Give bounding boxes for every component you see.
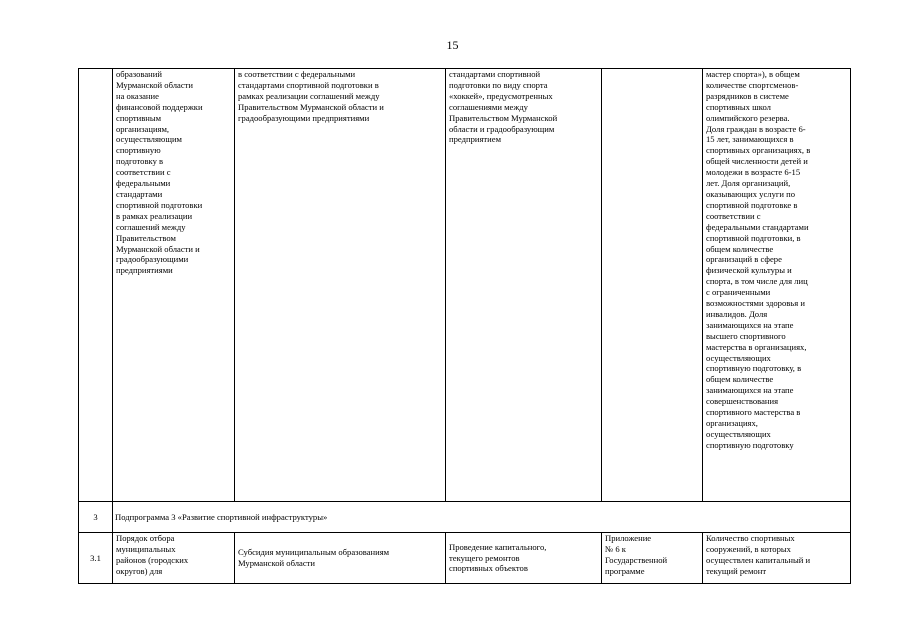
program-table xyxy=(78,68,851,584)
cell-text-line: соответствии с xyxy=(116,167,171,178)
table-row xyxy=(79,533,851,584)
cell-text-line: подготовки по виду спорта xyxy=(449,79,548,90)
cell-text-line: градообразующими xyxy=(116,254,189,265)
cell-text-line: общей численности детей и xyxy=(706,156,808,167)
cell-text-line: физической культуры и xyxy=(706,265,792,276)
cell-text-line: муниципальных xyxy=(116,543,176,554)
cell-text-line: соглашениями между xyxy=(449,101,528,112)
cell-text-line: осуществляющих xyxy=(706,352,771,363)
cell-text-line: спортивной подготовки, в xyxy=(706,232,801,243)
cell-text-line: образований xyxy=(116,69,162,79)
cell-text-line: осуществлен капитальный и xyxy=(706,554,811,565)
cell-text-line: предприятием xyxy=(449,134,502,145)
cell-text-line: № 6 к xyxy=(605,543,626,554)
cell-text-line: осуществляющих xyxy=(706,428,771,439)
cell-text-line: градообразующими предприятиями xyxy=(238,112,370,123)
cell-text-line: спортивной подготовки xyxy=(116,199,203,210)
cell-text-line: организациям, xyxy=(116,123,170,134)
cell-text-line: сооружений, в которых xyxy=(706,543,791,554)
description-cell xyxy=(235,533,446,584)
cell-text-line: Государственной xyxy=(605,554,668,565)
cell-text-line: в соответствии с федеральными xyxy=(238,69,356,79)
row-number-cell: 3.1 xyxy=(79,533,113,584)
cell-text-line: на оказание xyxy=(116,90,159,101)
cell-text-line: Порядок отбора xyxy=(116,533,175,543)
cell-text-line: программе xyxy=(605,565,645,576)
cell-text-line: спортивных школ xyxy=(706,101,771,112)
cell-text-line: оказывающих услуги по xyxy=(706,188,796,199)
cell-text-line: Количество спортивных xyxy=(706,533,795,543)
cell-text-line: инвалидов. Доля xyxy=(706,308,768,319)
cell-text-line: Правительством xyxy=(116,232,176,243)
cell-text-line: спортивных объектов xyxy=(449,563,528,574)
description-cell xyxy=(235,69,446,502)
cell-text-line: Доля граждан в возрасте 6- xyxy=(706,123,806,134)
cell-text-line: мастерства в организациях, xyxy=(706,341,807,352)
cell-text-line: занимающихся на этапе xyxy=(706,319,794,330)
cell-text-line: общем количестве xyxy=(706,374,774,385)
indicator-cell xyxy=(703,533,851,584)
cell-text-line: области и градообразующим xyxy=(449,123,555,134)
page-number: 15 xyxy=(446,38,459,52)
reference-cell xyxy=(602,533,703,584)
cell-text-line: рамках реализации соглашений между xyxy=(238,90,380,101)
cell-text-line: осуществляющим xyxy=(116,134,182,145)
cell-text-line: Мурманской области и xyxy=(116,243,200,254)
cell-text-line: разрядников в системе xyxy=(706,90,789,101)
cell-text-line: Правительством Мурманской области и xyxy=(238,101,384,112)
cell-text-line: районов (городских xyxy=(116,554,189,565)
cell-text-line: текущего ремонтов xyxy=(449,552,520,563)
cell-text-line: стандартами спортивной подготовки в xyxy=(238,79,379,90)
cell-text-line: организаций в сфере xyxy=(706,254,782,265)
row-number-cell: 3 xyxy=(79,502,113,533)
cell-text-line: количестве спортсменов- xyxy=(706,79,799,90)
cell-text-line: Приложение xyxy=(605,533,652,543)
measure-cell xyxy=(113,533,235,584)
cell-text-line: совершенствования xyxy=(706,396,779,407)
table-row xyxy=(79,502,851,533)
cell-text-line: спортивную xyxy=(116,145,161,156)
cell-text-line: организациях, xyxy=(706,418,758,428)
subprogram-title: Подпрограмма 3 «Развитие спортивной инфраструктуры» xyxy=(113,502,851,533)
result-cell xyxy=(446,533,602,584)
cell-text-line: спортивную подготовку, в xyxy=(706,363,802,374)
indicator-cell xyxy=(703,69,851,502)
table-row xyxy=(79,69,851,502)
cell-text-line: Мурманской области xyxy=(116,79,194,90)
cell-text-line: спортивную подготовку xyxy=(706,439,794,450)
cell-text-line: молодежи в возрасте 6-15 xyxy=(706,167,801,178)
cell-text-line: с ограниченными xyxy=(706,287,771,298)
cell-text-line: округов) для xyxy=(116,565,163,576)
cell-text-line: стандартами xyxy=(116,188,163,199)
cell-text-line: стандартами спортивной xyxy=(449,69,541,79)
cell-text-line: «хоккей», предусмотренных xyxy=(449,90,553,101)
cell-text-line: возможностями здоровья и xyxy=(706,298,805,309)
result-cell xyxy=(446,69,602,502)
measure-cell xyxy=(113,69,235,502)
cell-text-line: спортивным xyxy=(116,112,162,123)
cell-text-line: соответствии с xyxy=(706,210,761,221)
cell-text-line: федеральными стандартами xyxy=(706,221,809,232)
cell-text-line: олимпийского резерва. xyxy=(706,112,790,123)
cell-text-line: текущий ремонт xyxy=(706,565,767,576)
cell-text-line: предприятиями xyxy=(116,265,173,276)
cell-text-line: занимающихся на этапе xyxy=(706,385,794,396)
cell-text-line: лет. Доля организаций, xyxy=(706,178,791,189)
cell-text-line: финансовой поддержки xyxy=(116,101,203,112)
cell-text-line: Субсидия муниципальным образованиям xyxy=(238,547,390,558)
cell-text-line: спортивной подготовке в xyxy=(706,199,798,210)
cell-text-line: высшего спортивного xyxy=(706,330,786,341)
cell-text-line: подготовку в xyxy=(116,156,164,167)
cell-text-line: в рамках реализации xyxy=(116,210,193,221)
cell-text-line: Проведение капитального, xyxy=(449,541,547,552)
reference-cell xyxy=(602,69,703,502)
cell-text-line: спортивных организациях, в xyxy=(706,145,811,156)
cell-text-line: соглашений между xyxy=(116,221,186,232)
cell-text-line: спорта, в том числе для лиц xyxy=(706,276,808,287)
cell-text-line: Правительством Мурманской xyxy=(449,112,558,123)
cell-text-line: федеральными xyxy=(116,178,171,189)
cell-text-line: общем количестве xyxy=(706,243,774,254)
cell-text-line: 15 лет, занимающихся в xyxy=(706,134,794,145)
row-number-cell xyxy=(79,69,113,502)
cell-text-line: спортивного мастерства в xyxy=(706,407,801,418)
cell-text-line: мастер спорта»), в общем xyxy=(706,69,800,79)
cell-text-line: Мурманской области xyxy=(238,558,316,568)
